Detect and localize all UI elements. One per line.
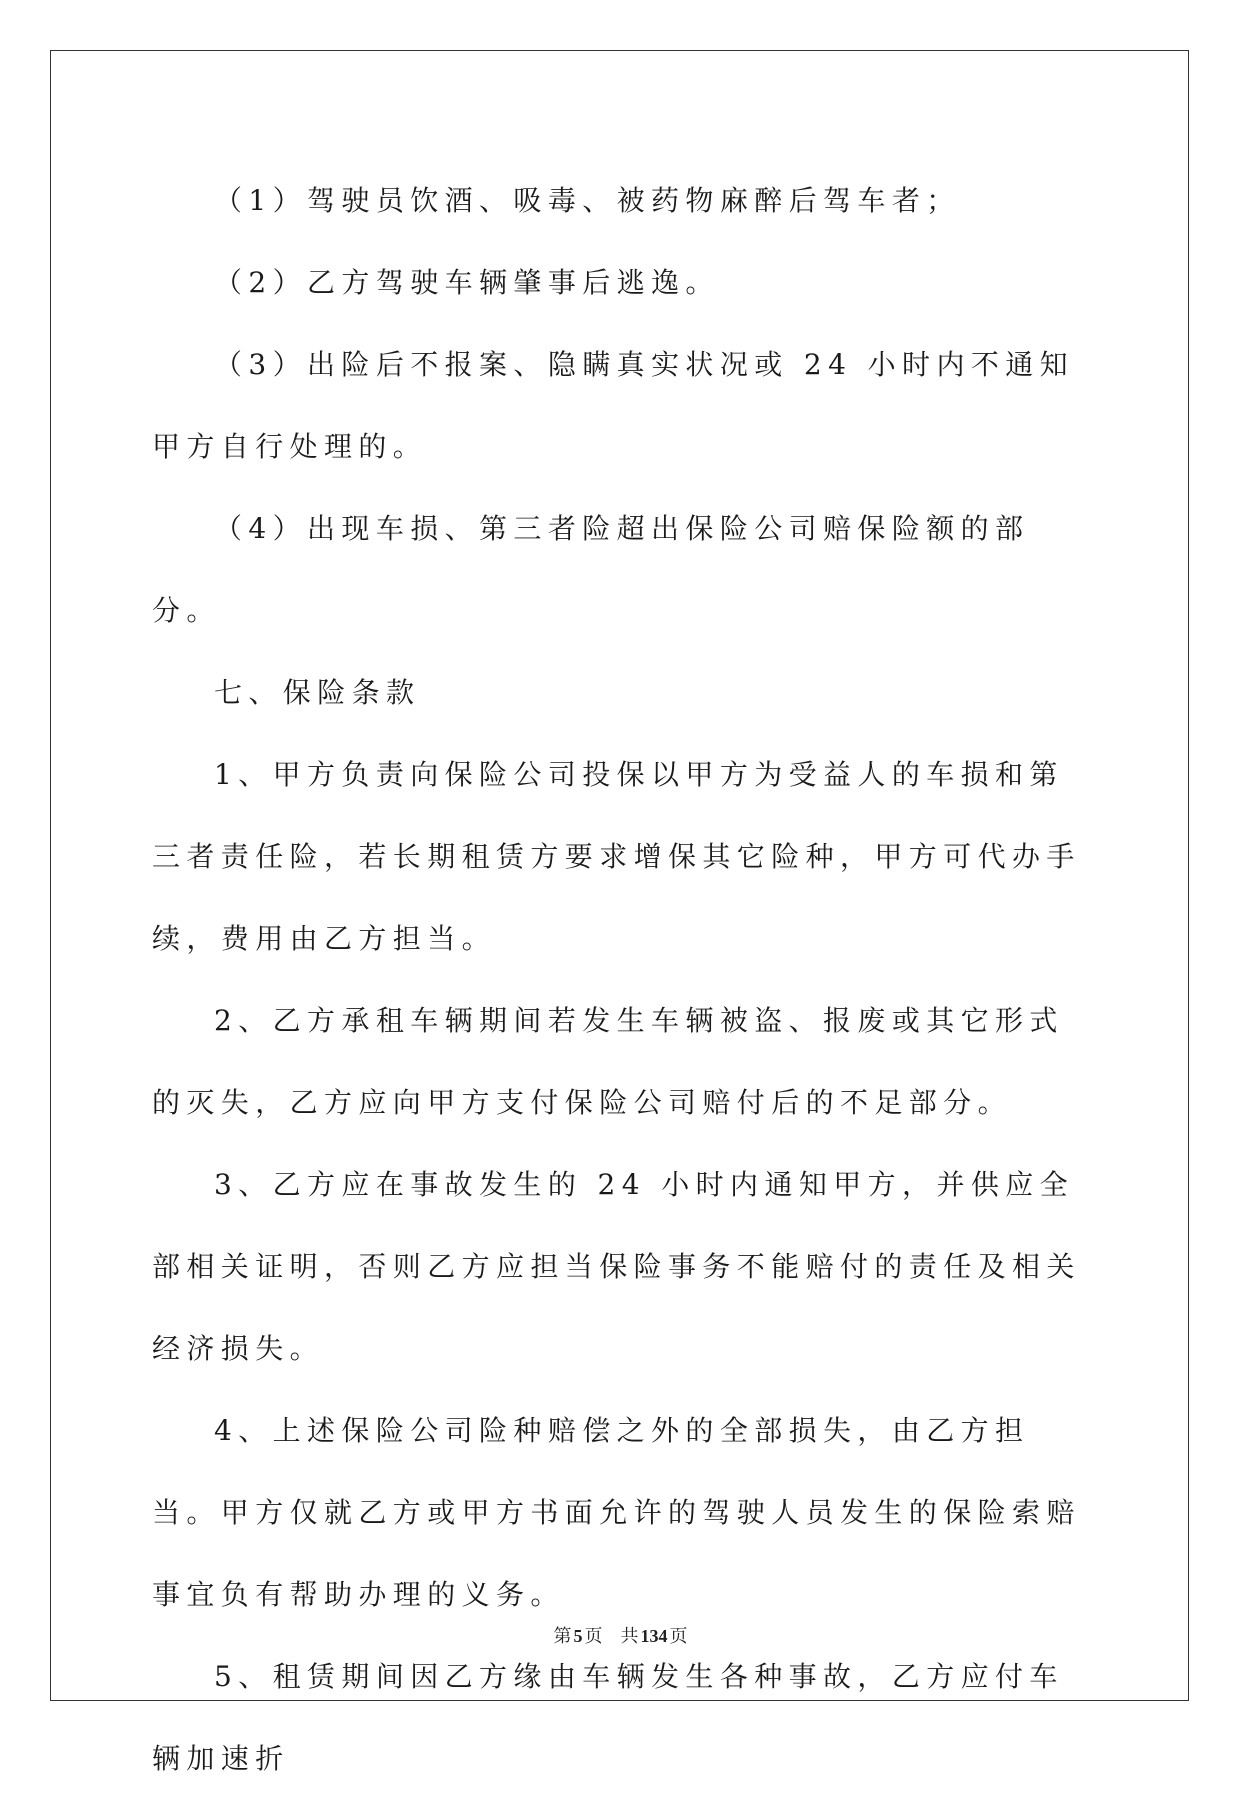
- page-suffix: 页: [584, 1626, 603, 1647]
- total-pages: 134: [640, 1626, 668, 1646]
- page-number: 5: [573, 1626, 583, 1646]
- paragraph-insurance-3: 3、乙方应在事故发生的 24 小时内通知甲方，并供应全部相关证明，否则乙方应担当保险事务不能赔付的责任及相关经济损失。: [152, 1168, 1081, 1365]
- paragraph-clause-1: （1）驾驶员饮酒、吸毒、被药物麻醉后驾车者；: [214, 184, 961, 217]
- total-suffix: 页: [669, 1626, 688, 1647]
- paragraph-insurance-5: 5、租赁期间因乙方缘由车辆发生各种事故，乙方应付车辆加速折: [152, 1660, 1064, 1775]
- paragraph-clause-2: （2）乙方驾驶车辆肇事后逃逸。: [214, 266, 720, 299]
- page-footer: [0, 1622, 1241, 1648]
- paragraph-insurance-4: 4、上述保险公司险种赔偿之外的全部损失，由乙方担当。甲方仅就乙方或甲方书面允许的驾驶人员发生的保险索赔事宜负有帮助办理的义务。: [152, 1414, 1081, 1611]
- paragraph-clause-4: （4）出现车损、第三者险超出保险公司赔保险额的部分。: [152, 512, 1030, 627]
- paragraph-clause-3: （3）出险后不报案、隐瞒真实状况或 24 小时内不通知甲方自行处理的。: [152, 348, 1075, 463]
- total-prefix: 共: [620, 1626, 639, 1647]
- section-heading-insurance: 七、保险条款: [214, 676, 421, 709]
- paragraph-insurance-2: 2、乙方承租车辆期间若发生车辆被盗、报废或其它形式的灭失，乙方应向甲方支付保险公司赔付后的不足部分。: [152, 1004, 1064, 1119]
- paragraph-insurance-1: 1、甲方负责向保险公司投保以甲方为受益人的车损和第三者责任险，若长期租赁方要求增保其它险种，甲方可代办手续，费用由乙方担当。: [152, 758, 1081, 955]
- page-prefix: 第: [553, 1626, 572, 1647]
- document-body: [152, 160, 1092, 1800]
